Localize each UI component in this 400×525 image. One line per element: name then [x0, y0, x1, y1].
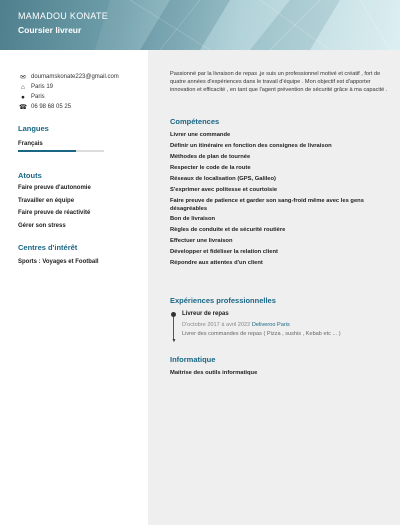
list-item: Gérer son stress: [18, 222, 66, 229]
skills-list: [170, 132, 392, 271]
phone-icon: ☎: [18, 104, 28, 111]
experience-role: Livreur de repas: [182, 311, 229, 317]
experience-meta: [182, 322, 290, 328]
atouts-list: [18, 185, 91, 235]
list-item: Faire preuve d'autonomie: [18, 185, 91, 191]
sidebar: [0, 50, 148, 525]
skill-item: Méthodes de plan de tournée: [170, 153, 251, 160]
computing-item: Maitrise des outils informatique: [170, 370, 258, 376]
contact-block: [18, 72, 119, 112]
experience-company: Deliveroo: [251, 322, 276, 328]
contact-email[interactable]: ✉ doumamskonate223@gmail.com: [18, 72, 119, 82]
skill-item: Règles de conduite et de sécurité routière: [170, 227, 286, 234]
contact-address: ⌂ Paris 19: [18, 82, 119, 92]
language-level-bar: [18, 150, 104, 152]
skill-item: Effectuer une livraison: [170, 238, 233, 245]
list-item: Faire preuve de réactivité: [18, 210, 91, 216]
skills-title: Compétences: [170, 117, 220, 126]
main-content: [148, 50, 400, 525]
language-level-fill: [18, 150, 76, 152]
languages-title: Langues: [18, 124, 49, 133]
list-item: Travailler en équipe: [18, 197, 75, 204]
skill-item: Répondre aux attentes d'un client: [170, 260, 263, 267]
contact-city: ● Paris: [18, 92, 119, 102]
skill-item: Définir un itinéraire en fonction des consignes de livraison: [170, 142, 332, 149]
experience-location: Paris: [277, 322, 290, 328]
skill-item: Réseaux de localisation (GPS, Galileo): [170, 175, 276, 182]
skill-item: S'exprimer avec politesse et courtoisie: [170, 186, 278, 193]
experience-dates: D'octobre 2017 à avril 2022: [182, 322, 251, 328]
timeline-dot-icon: [171, 312, 176, 317]
skill-item: Respecter le code de la route: [170, 164, 251, 171]
candidate-name: MAMADOU KONATE: [18, 11, 109, 21]
timeline-end-icon: ▼: [171, 338, 177, 344]
contact-phone[interactable]: ☎ 06 98 68 05 25: [18, 104, 72, 111]
skill-item: Livrer une commande: [170, 132, 231, 138]
skill-item: Développer et fidéliser la relation client: [170, 249, 278, 256]
header-banner: [0, 0, 400, 50]
profile-summary: Passionné par la livraison de repas ,je suis un professionnel motivé et créatif , fort de quatre années d'expériences dans le travail d'équipe . Mon objectif est d'apporter innovation et efficacité , en tant que l'agent prévention de sécurité grâce à ma capacité .: [170, 71, 388, 93]
experience-title: Expériences professionnelles: [170, 296, 276, 305]
skill-item: Bon de livraison: [170, 216, 216, 223]
interests-title: Centres d'intérêt: [18, 243, 78, 252]
interests-text: Sports : Voyages et Football: [18, 259, 99, 265]
skill-item: Faire preuve de patience et garder son sang-froid même avec les gens désagréables: [170, 197, 364, 212]
job-title: Coursier livreur: [18, 25, 82, 35]
atouts-title: Atouts: [18, 171, 42, 180]
language-name: Français: [18, 141, 43, 147]
envelope-icon: ✉: [20, 74, 26, 81]
location-pin-icon: ●: [21, 93, 25, 101]
computing-title: Informatique: [170, 355, 216, 364]
experience-description: Livrer des commandes de repas ( Pizza , sushis , Kebab etc ... ): [182, 331, 341, 337]
home-icon: ⌂: [21, 83, 25, 91]
